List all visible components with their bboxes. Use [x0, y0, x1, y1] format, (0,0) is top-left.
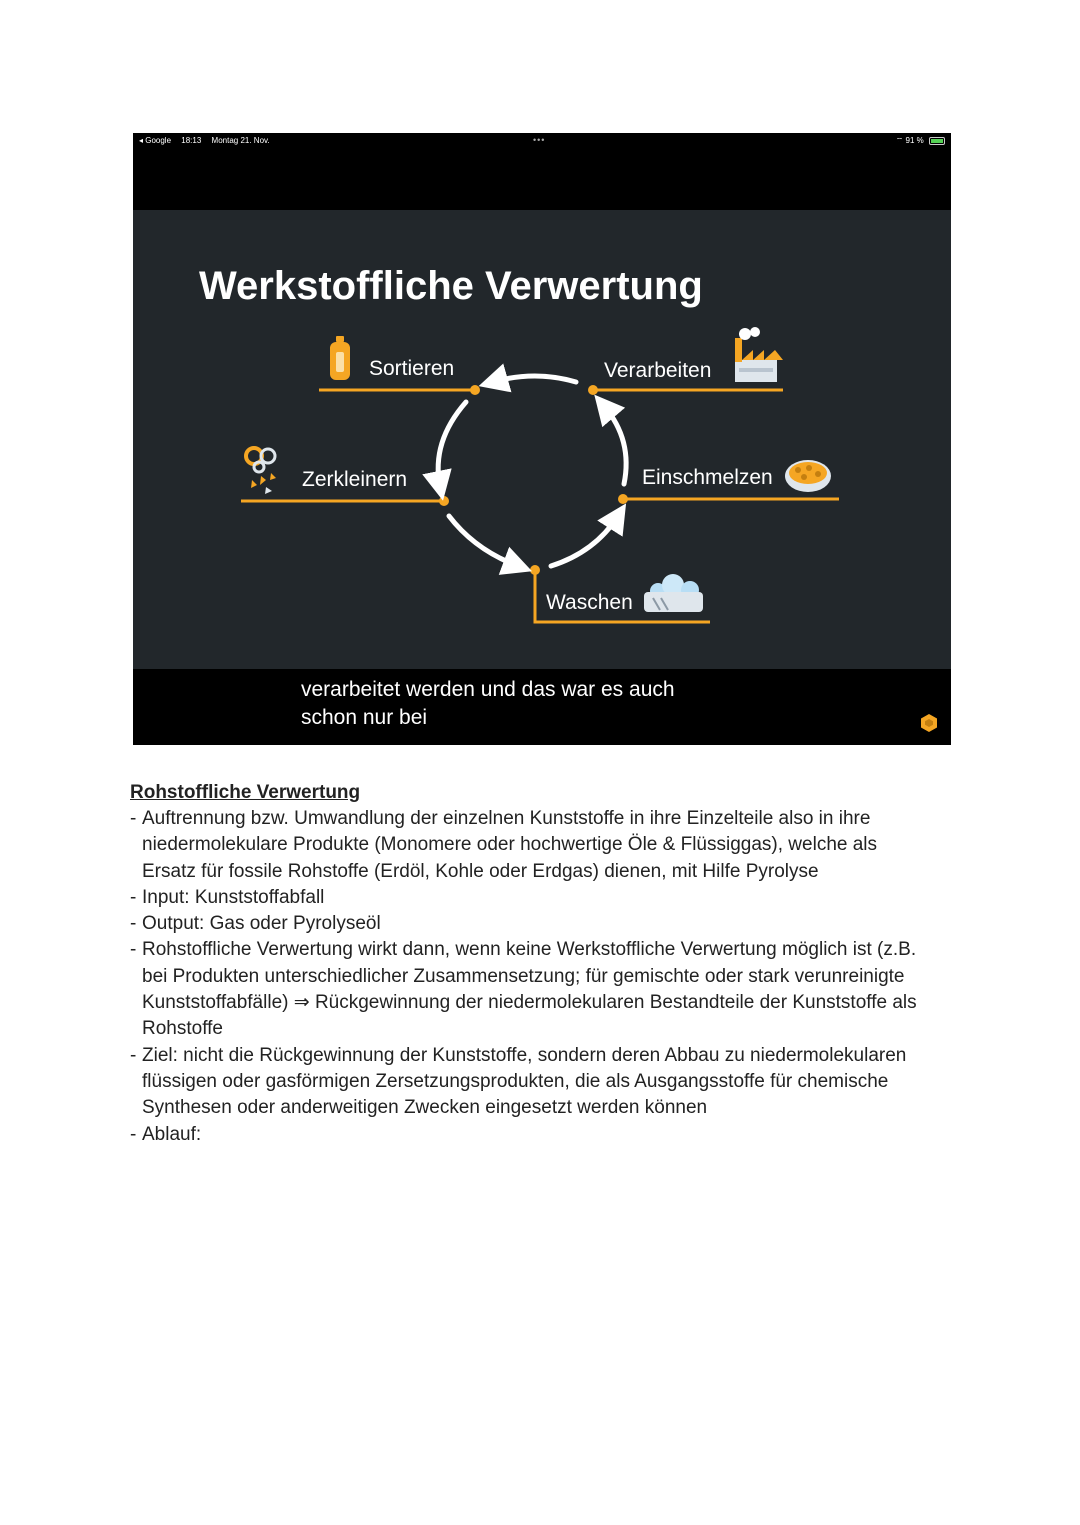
list-item: - Rohstoffliche Verwertung wirkt dann, wenn keine Werkstoffliche Verwertung möglich ist (z.B. bei Produkten unterschiedlicher Zusammensetzung; für gemischte oder stark verunreinigte Kunststoffabfälle) ⇒ Rückgewinnung der niedermolekularen Bestandteile der Kunststoffe als Rohstoffe: [130, 937, 930, 1042]
zerkleinern-dot: [439, 496, 449, 506]
video-screenshot: [133, 133, 951, 745]
sortieren-dot: [470, 385, 480, 395]
battery-icon: [929, 137, 945, 145]
status-left: [139, 136, 278, 145]
list-item: - Ablauf:: [130, 1122, 930, 1148]
melt-bowl-icon: [785, 460, 831, 492]
arrow-sortieren-to-zerkleinern: [438, 402, 466, 486]
subtitle-line-2: schon nur bei: [301, 706, 428, 729]
slide-title: Werkstoffliche Verwertung: [199, 264, 703, 308]
arrow-waschen-to-einschmelzen: [551, 516, 618, 566]
list-item: - Auftrennung bzw. Umwandlung der einzelnen Kunststoffe in ihre Einzelteile also in ihre niedermolekulare Produkte (Monomere oder hochwertige Öle & Flüssiggas), welche als Ersatz für fossile Rohstoffe (Erdöl, Kohle oder Erdgas) dienen, mit Hilfe Pyrolyse: [130, 806, 930, 885]
list-item: - Input: Kunststoffabfall: [130, 885, 930, 911]
status-right: [896, 136, 945, 146]
arrow-einschmelzen-to-verarbeiten: [604, 406, 626, 484]
hexagon-logo-icon: [919, 713, 939, 733]
step-underlines: [241, 385, 839, 622]
waschen-dot: [530, 565, 540, 575]
list-item: - Output: Gas oder Pyrolyseöl: [130, 911, 930, 937]
status-bar: [133, 133, 951, 149]
wifi-icon: ⌔: [895, 136, 904, 145]
step-label-waschen: Waschen: [546, 591, 633, 614]
bottle-icon: [330, 336, 350, 380]
step-label-verarbeiten: Verarbeiten: [604, 359, 712, 382]
step-label-einschmelzen: Einschmelzen: [642, 466, 773, 489]
step-label-sortieren: Sortieren: [369, 357, 455, 380]
status-date: Montag 21. Nov.: [211, 136, 270, 145]
back-to-google-link[interactable]: ◂ Google: [139, 136, 172, 145]
washing-icon: [644, 574, 703, 612]
subtitle-line-1: verarbeitet werden und das war es auch: [301, 678, 675, 701]
arrow-verarbeiten-to-sortieren: [493, 376, 576, 382]
verarbeiten-dot: [588, 385, 598, 395]
cycle-arrows: [438, 376, 626, 566]
factory-icon: [735, 327, 783, 382]
notes-list: [130, 806, 930, 1148]
gears-icon: [246, 448, 276, 494]
status-time: 18:13: [181, 136, 202, 145]
notes-heading: Rohstoffliche Verwertung: [130, 782, 361, 803]
slide: [133, 210, 951, 669]
notes-section: [130, 780, 930, 1148]
step-label-zerkleinern: Zerkleinern: [302, 468, 408, 491]
multitasking-dots-icon[interactable]: •••: [533, 135, 546, 145]
battery-percent: 91 %: [905, 136, 924, 145]
einschmelzen-dot: [618, 494, 628, 504]
list-item: - Ziel: nicht die Rückgewinnung der Kunststoffe, sondern deren Abbau zu niedermolekularen flüssigen oder gasförmigen Zersetzungsprodukten, die als Ausgangsstoffe für chemische Synthesen oder anderweitigen Zwecken eingesetzt werden können: [130, 1043, 930, 1122]
video-subtitle: [301, 676, 821, 732]
recycling-cycle-diagram: [133, 210, 951, 669]
arrow-zerkleinern-to-waschen: [449, 516, 518, 566]
